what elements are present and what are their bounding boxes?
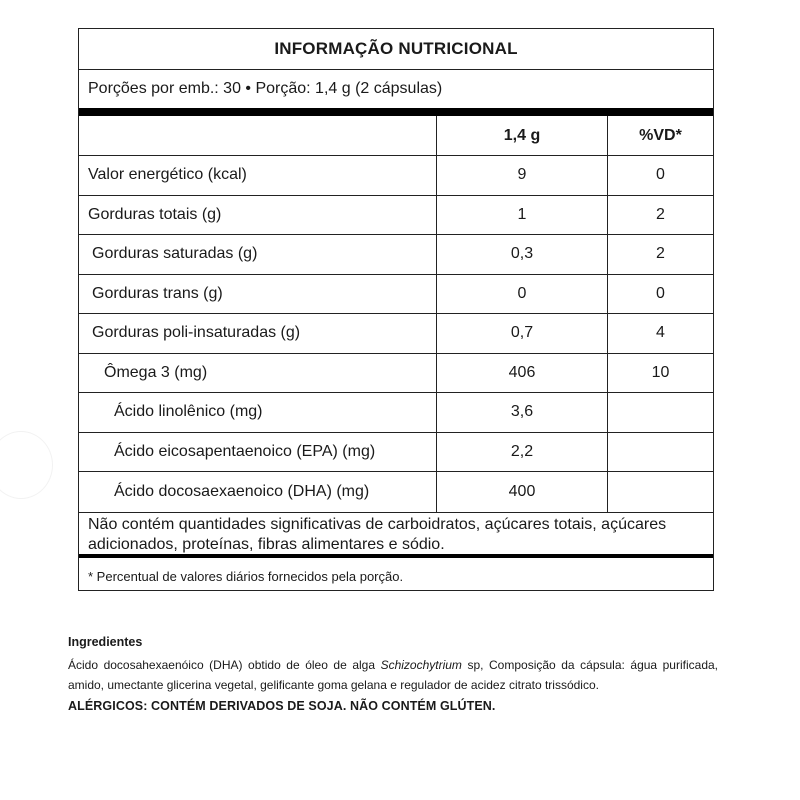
ingredients-title: Ingredientes — [68, 635, 143, 649]
nutrient-name: Gorduras totais (g) — [79, 196, 437, 235]
nutrient-amount: 3,6 — [437, 393, 608, 432]
ingredients-species: Schizochytrium — [380, 658, 462, 672]
decorative-blob — [0, 432, 52, 498]
ingredients-text — [68, 655, 718, 695]
table-row — [79, 314, 713, 354]
nutrient-name: Gorduras poli-insaturadas (g) — [79, 314, 437, 353]
nutrient-vd: 2 — [656, 245, 665, 263]
nutrient-name: Ácido docosaexaenoico (DHA) (mg) — [79, 472, 437, 512]
nutrient-vd: 0 — [656, 284, 665, 302]
nutrient-name: Ácido linolênico (mg) — [79, 393, 437, 432]
ingredients-text-end: sp, Composição da cápsula: água purificada, amido, umectante glicerina vegetal, gelificante goma gelana e regulador de acidez citrato trissódico. — [68, 658, 718, 692]
nutrient-amount: 0 — [437, 275, 608, 314]
table-row — [79, 275, 713, 315]
table-row — [79, 472, 713, 512]
nutrient-name: Ômega 3 (mg) — [79, 354, 437, 393]
nutrient-vd — [608, 472, 713, 512]
insignificant-amounts-note: Não contém quantidades significativas de carboidratos, açúcares totais, açúcares adicionados, proteínas, fibras alimentares e sódio. — [79, 512, 713, 554]
table-row — [79, 235, 713, 275]
nutrient-name: Ácido eicosapentaenoico (EPA) (mg) — [79, 433, 437, 472]
ingredients-text-start: Ácido docosahexaenóico (DHA) obtido de óleo de alga — [68, 658, 381, 672]
header-amount-cell: 1,4 g — [437, 116, 608, 155]
allergens-statement: ALÉRGICOS: CONTÉM DERIVADOS DE SOJA. NÃO CONTÉM GLÚTEN. — [68, 699, 496, 713]
nutrient-amount: 400 — [437, 472, 608, 512]
table-title: INFORMAÇÃO NUTRICIONAL — [79, 29, 713, 70]
table-row — [79, 354, 713, 394]
nutrient-amount: 1 — [437, 196, 608, 235]
nutrient-vd — [608, 433, 713, 472]
table-row — [79, 393, 713, 433]
nutrient-name: Gorduras saturadas (g) — [79, 235, 437, 274]
nutrient-vd: 10 — [651, 363, 670, 381]
table-row — [79, 156, 713, 196]
nutrient-amount: 2,2 — [437, 433, 608, 472]
vd-footnote: * Percentual de valores diários fornecidos pela porção. — [88, 569, 404, 584]
portion-info: Porções por emb.: 30 • Porção: 1,4 g (2 cápsulas) — [88, 80, 443, 97]
header-name-cell — [79, 116, 437, 155]
nutrient-vd — [608, 393, 713, 432]
nutrient-amount: 9 — [437, 156, 608, 195]
nutrient-vd: 0 — [656, 166, 665, 184]
nutrient-amount: 0,3 — [437, 235, 608, 274]
nutrient-vd: 4 — [656, 324, 665, 342]
table-row — [79, 196, 713, 236]
thick-divider — [79, 108, 713, 116]
table-row — [79, 433, 713, 473]
ingredients-section — [68, 635, 718, 713]
nutrition-facts-table — [78, 28, 714, 591]
nutrient-name: Valor energético (kcal) — [79, 156, 437, 195]
nutrient-name: Gorduras trans (g) — [79, 275, 437, 314]
nutrient-amount: 406 — [437, 354, 608, 393]
nutrient-vd: 2 — [656, 205, 665, 223]
header-vd-cell: %VD* — [639, 126, 682, 144]
nutrient-amount: 0,7 — [437, 314, 608, 353]
table-header-row — [79, 116, 713, 156]
